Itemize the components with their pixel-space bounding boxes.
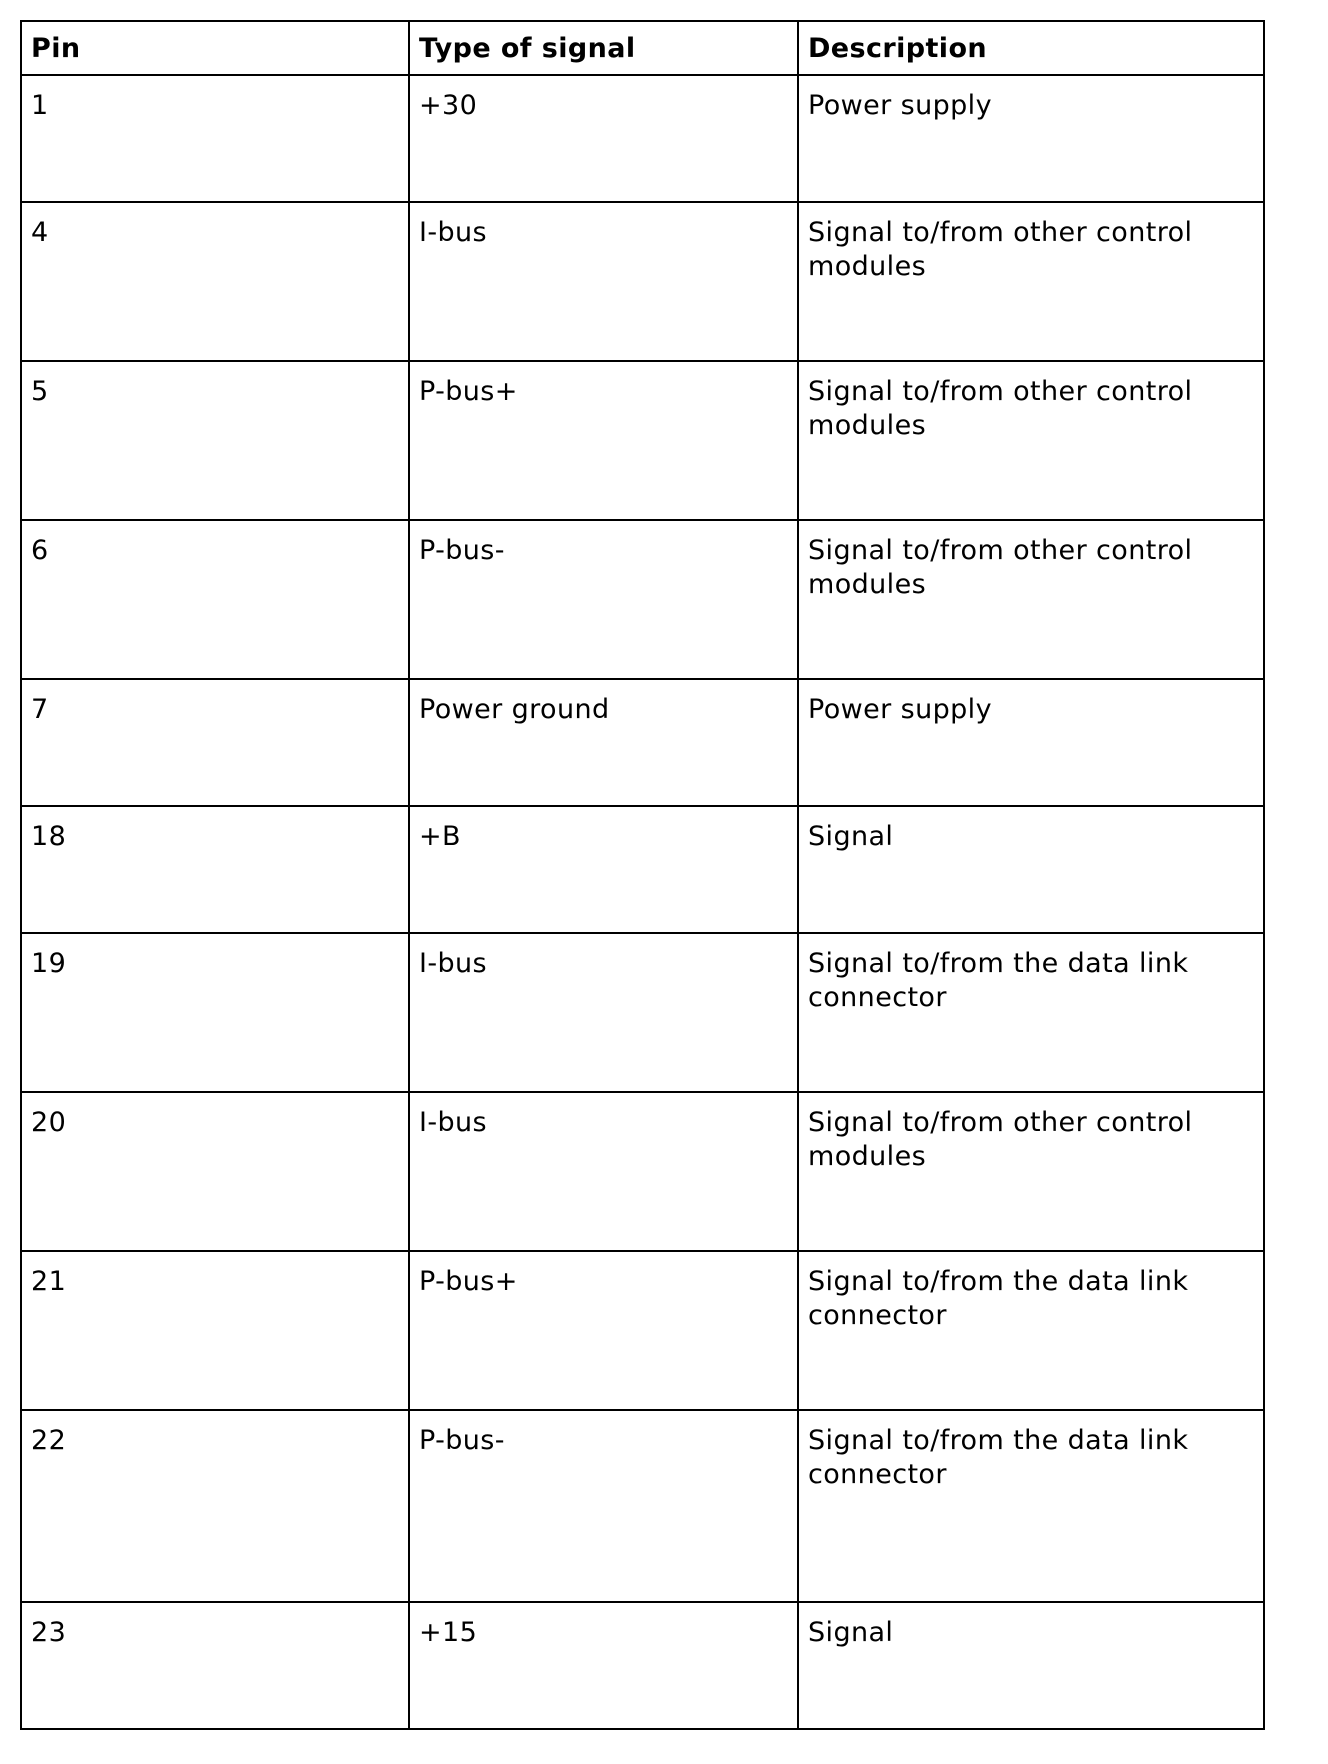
cell-pin: 4 (21, 202, 409, 361)
cell-type: +B (409, 806, 798, 933)
cell-pin: 5 (21, 361, 409, 520)
cell-pin: 7 (21, 679, 409, 806)
cell-description: Power supply (798, 75, 1264, 202)
table-header-row (21, 21, 1264, 75)
cell-type: I-bus (409, 933, 798, 1092)
cell-pin: 1 (21, 75, 409, 202)
cell-type: P-bus+ (409, 1251, 798, 1410)
cell-description: Signal to/from other control modules (798, 1092, 1264, 1251)
cell-description: Signal to/from the data link connector (798, 933, 1264, 1092)
table-row (21, 806, 1264, 933)
cell-type: P-bus- (409, 1410, 798, 1602)
table-row (21, 933, 1264, 1092)
table-row (21, 361, 1264, 520)
table-row (21, 520, 1264, 679)
table-row (21, 679, 1264, 806)
cell-type: +15 (409, 1602, 798, 1729)
cell-description: Signal to/from other control modules (798, 202, 1264, 361)
cell-type: P-bus- (409, 520, 798, 679)
cell-pin: 6 (21, 520, 409, 679)
cell-description: Signal to/from other control modules (798, 361, 1264, 520)
cell-type: I-bus (409, 202, 798, 361)
cell-description: Signal (798, 806, 1264, 933)
cell-type: P-bus+ (409, 361, 798, 520)
header-description: Description (798, 21, 1264, 75)
cell-pin: 18 (21, 806, 409, 933)
header-type-of-signal: Type of signal (409, 21, 798, 75)
cell-description: Signal to/from other control modules (798, 520, 1264, 679)
cell-type: I-bus (409, 1092, 798, 1251)
cell-type: Power ground (409, 679, 798, 806)
table-row (21, 1251, 1264, 1410)
table-row (21, 1092, 1264, 1251)
table-row (21, 1410, 1264, 1602)
cell-description: Signal (798, 1602, 1264, 1729)
cell-pin: 23 (21, 1602, 409, 1729)
table-row (21, 1602, 1264, 1729)
table-row (21, 75, 1264, 202)
pin-assignment-table (20, 20, 1265, 1730)
header-pin: Pin (21, 21, 409, 75)
table-row (21, 202, 1264, 361)
cell-pin: 21 (21, 1251, 409, 1410)
cell-pin: 20 (21, 1092, 409, 1251)
cell-pin: 22 (21, 1410, 409, 1602)
cell-description: Power supply (798, 679, 1264, 806)
cell-pin: 19 (21, 933, 409, 1092)
cell-description: Signal to/from the data link connector (798, 1410, 1264, 1602)
cell-description: Signal to/from the data link connector (798, 1251, 1264, 1410)
cell-type: +30 (409, 75, 798, 202)
